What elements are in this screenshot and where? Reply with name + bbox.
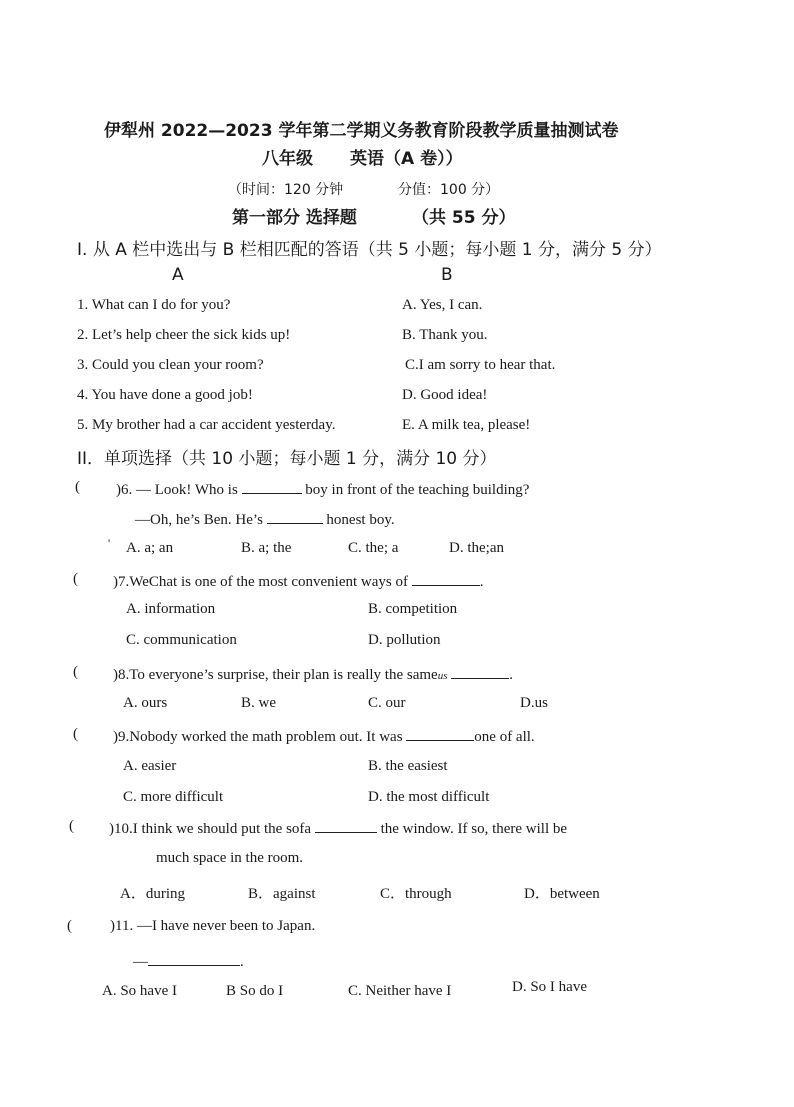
answer-paren-q8: (: [73, 664, 78, 680]
question-10-text: [109, 818, 567, 838]
match-item-a3: 3. Could you clean your room?: [77, 357, 264, 373]
exam-title: 伊犁州 2022—2023 学年第二学期义务教育阶段教学质量抽测试卷: [104, 121, 619, 141]
question-6-text-a: )6. — Look! Who is: [116, 482, 238, 498]
match-item-a4: 4. You have done a good job!: [77, 387, 253, 403]
answer-paren-q7: (: [73, 571, 78, 587]
match-item-b2: B. Thank you.: [402, 327, 488, 343]
question-7-stem: )7.WeChat is one of the most convenient ways of: [113, 574, 408, 590]
question-9-option-d[interactable]: D. the most difficult: [368, 789, 490, 805]
question-10-option-c[interactable]: C．through: [380, 886, 452, 902]
exam-score: 分值：100 分）: [398, 182, 500, 198]
question-6-option-b[interactable]: B. a; the: [241, 540, 292, 556]
question-8-note: us: [437, 670, 448, 682]
question-6-blank-1[interactable]: [242, 479, 302, 494]
question-11-text: )11. —I have never been to Japan.: [110, 918, 316, 934]
match-item-a1: 1. What can I do for you?: [77, 297, 231, 313]
question-6-option-c[interactable]: C. the; a: [348, 540, 399, 556]
question-11-answer-line: [133, 951, 244, 971]
part-title: 第一部分 选择题: [232, 208, 357, 228]
question-7-option-c[interactable]: C. communication: [126, 632, 237, 648]
question-6-blank-2[interactable]: [267, 509, 323, 524]
question-6-text-c: —Oh, he’s Ben. He’s: [135, 512, 263, 528]
question-6-text-d: honest boy.: [326, 512, 395, 528]
question-9-blank[interactable]: [406, 726, 474, 741]
question-8-text: [113, 664, 513, 684]
question-7-option-d[interactable]: D. pollution: [368, 632, 441, 648]
question-9-stem: )9.Nobody worked the math problem out. It was: [113, 729, 403, 745]
match-item-b3: C.I am sorry to hear that.: [405, 357, 556, 373]
column-a-label: A: [172, 265, 184, 285]
question-6-text-b: boy in front of the teaching building?: [305, 482, 530, 498]
question-6-mark: ': [108, 536, 111, 550]
question-8-option-c[interactable]: C. our: [368, 695, 406, 711]
question-10-option-a[interactable]: A．during: [120, 886, 185, 902]
question-10-stem: )10.I think we should put the sofa: [109, 821, 312, 837]
question-8-option-a[interactable]: A. ours: [123, 695, 168, 711]
question-9-text: [113, 726, 535, 746]
match-item-b1: A. Yes, I can.: [402, 297, 483, 313]
exam-time: （时间：120 分钟: [228, 182, 344, 198]
match-item-b4: D. Good idea!: [402, 387, 488, 403]
question-6-line1: [116, 479, 529, 499]
answer-paren-q6: (: [75, 479, 80, 495]
question-10-option-b[interactable]: B．against: [248, 886, 316, 902]
answer-paren-q11: (: [67, 918, 72, 934]
answer-paren-q9: (: [73, 726, 78, 742]
question-11-blank[interactable]: [148, 951, 240, 966]
question-11-option-a[interactable]: A. So have I: [102, 983, 177, 999]
question-10-line2: much space in the room.: [156, 850, 304, 866]
grade-label: 八年级: [262, 149, 313, 169]
question-7-option-b[interactable]: B. competition: [368, 601, 458, 617]
question-10-option-d[interactable]: D．between: [524, 886, 600, 902]
section1-heading: I. 从 A 栏中选出与 B 栏相匹配的答语（共 5 小题；每小题 1 分，满分 5 分）: [77, 240, 662, 260]
question-6-option-d[interactable]: D. the;an: [449, 540, 504, 556]
subject-label: 英语（A 卷））: [350, 149, 463, 169]
answer-paren-q10: (: [69, 818, 74, 834]
question-11-dash: —: [133, 954, 148, 970]
question-11-option-b[interactable]: B So do I: [226, 983, 284, 999]
question-11-option-d[interactable]: D. So I have: [512, 979, 587, 995]
match-item-a2: 2. Let’s help cheer the sick kids up!: [77, 327, 291, 343]
match-item-a5: 5. My brother had a car accident yesterday.: [77, 417, 336, 433]
question-11-option-c[interactable]: C. Neither have I: [348, 983, 452, 999]
section2-heading: II．单项选择（共 10 小题；每小题 1 分，满分 10 分）: [77, 449, 497, 469]
question-9-option-b[interactable]: B. the easiest: [368, 758, 448, 774]
question-9-end: one of all.: [474, 729, 535, 745]
question-8-stem: )8.To everyone’s surprise, their plan is really the same: [113, 667, 438, 683]
question-10-stem-b: the window. If so, there will be: [380, 821, 568, 837]
question-9-option-c[interactable]: C. more difficult: [123, 789, 224, 805]
question-6-line2: [135, 509, 395, 529]
question-10-blank[interactable]: [315, 818, 377, 833]
part-points: （共 55 分）: [412, 208, 516, 228]
question-8-option-d[interactable]: D.us: [520, 695, 548, 711]
question-11-end: .: [240, 954, 244, 970]
match-item-b5: E. A milk tea, please!: [402, 417, 531, 433]
question-8-end: .: [509, 667, 513, 683]
question-7-text: [113, 571, 483, 591]
question-8-option-b[interactable]: B. we: [241, 695, 276, 711]
question-8-blank[interactable]: [451, 664, 509, 679]
question-7-option-a[interactable]: A. information: [126, 601, 216, 617]
question-7-blank[interactable]: [412, 571, 480, 586]
question-9-option-a[interactable]: A. easier: [123, 758, 177, 774]
question-7-end: .: [479, 574, 484, 590]
question-6-option-a[interactable]: A. a; an: [126, 540, 174, 556]
column-b-label: B: [441, 265, 453, 285]
